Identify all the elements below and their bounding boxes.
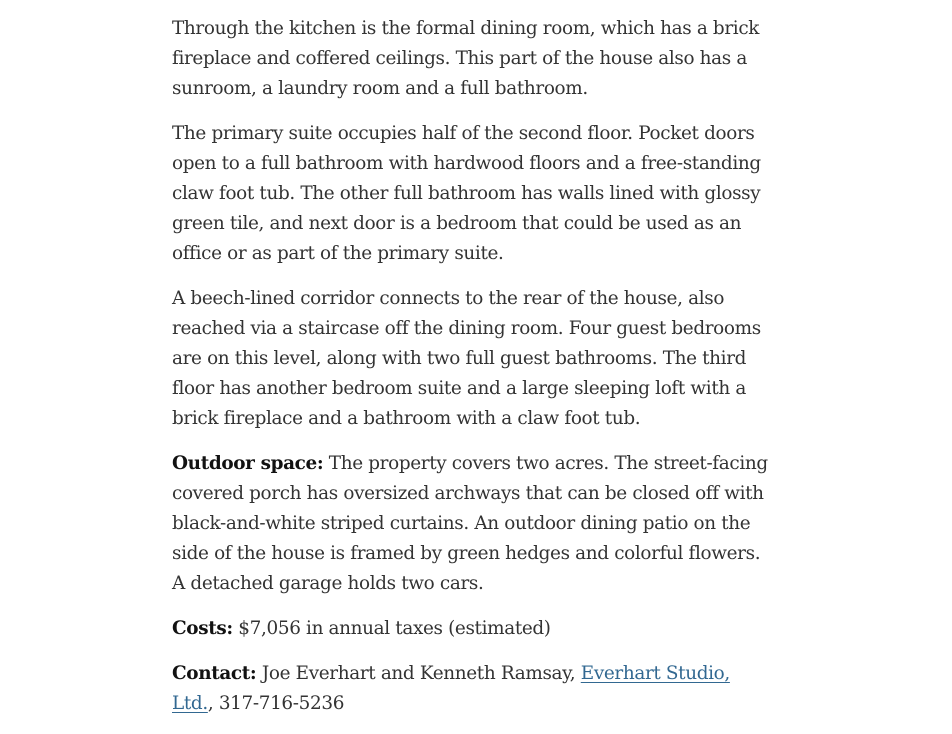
article-body bbox=[172, 14, 772, 734]
contact-phone: , 317-716-5236 bbox=[207, 693, 345, 714]
paragraph-contact bbox=[172, 659, 772, 719]
costs-label: Costs: bbox=[172, 618, 233, 639]
costs-text: $7,056 in annual taxes (estimated) bbox=[232, 618, 551, 639]
contact-names: Joe Everhart and Kenneth Ramsay, bbox=[256, 663, 581, 684]
paragraph-primary-suite: The primary suite occupies half of the second floor. Pocket doors open to a full bathroom with hardwood floors and a free-standing claw foot tub. The other full bathroom has walls lined with glossy green tile, and next door is a bedroom that could be used as an office or as part of the primary suite. bbox=[172, 123, 761, 264]
everhart-studio-link[interactable]: Everhart Studio, Ltd. bbox=[172, 663, 730, 714]
contact-label: Contact: bbox=[172, 663, 257, 684]
paragraph-guest-floor: A beech-lined corridor connects to the rear of the house, also reached via a staircase off the dining room. Four guest bedrooms are on this level, along with two full guest bathrooms. The third floor has another bedroom suite and a large sleeping loft with a brick fireplace and a bathroom with a claw foot tub. bbox=[172, 288, 761, 429]
paragraph-outdoor-space bbox=[172, 449, 772, 599]
outdoor-space-label: Outdoor space: bbox=[172, 453, 324, 474]
paragraph-dining-room: Through the kitchen is the formal dining room, which has a brick fireplace and coffered ceilings. This part of the house also has a sunroom, a laundry room and a full bathroom. bbox=[172, 18, 760, 99]
paragraph-costs bbox=[172, 614, 772, 644]
outdoor-space-text: The property covers two acres. The street-facing covered porch has oversized archways that can be closed off with black-and-white striped curtains. An outdoor dining patio on the side of the house is framed by green hedges and colorful flowers. A detached garage holds two cars. bbox=[172, 453, 768, 594]
